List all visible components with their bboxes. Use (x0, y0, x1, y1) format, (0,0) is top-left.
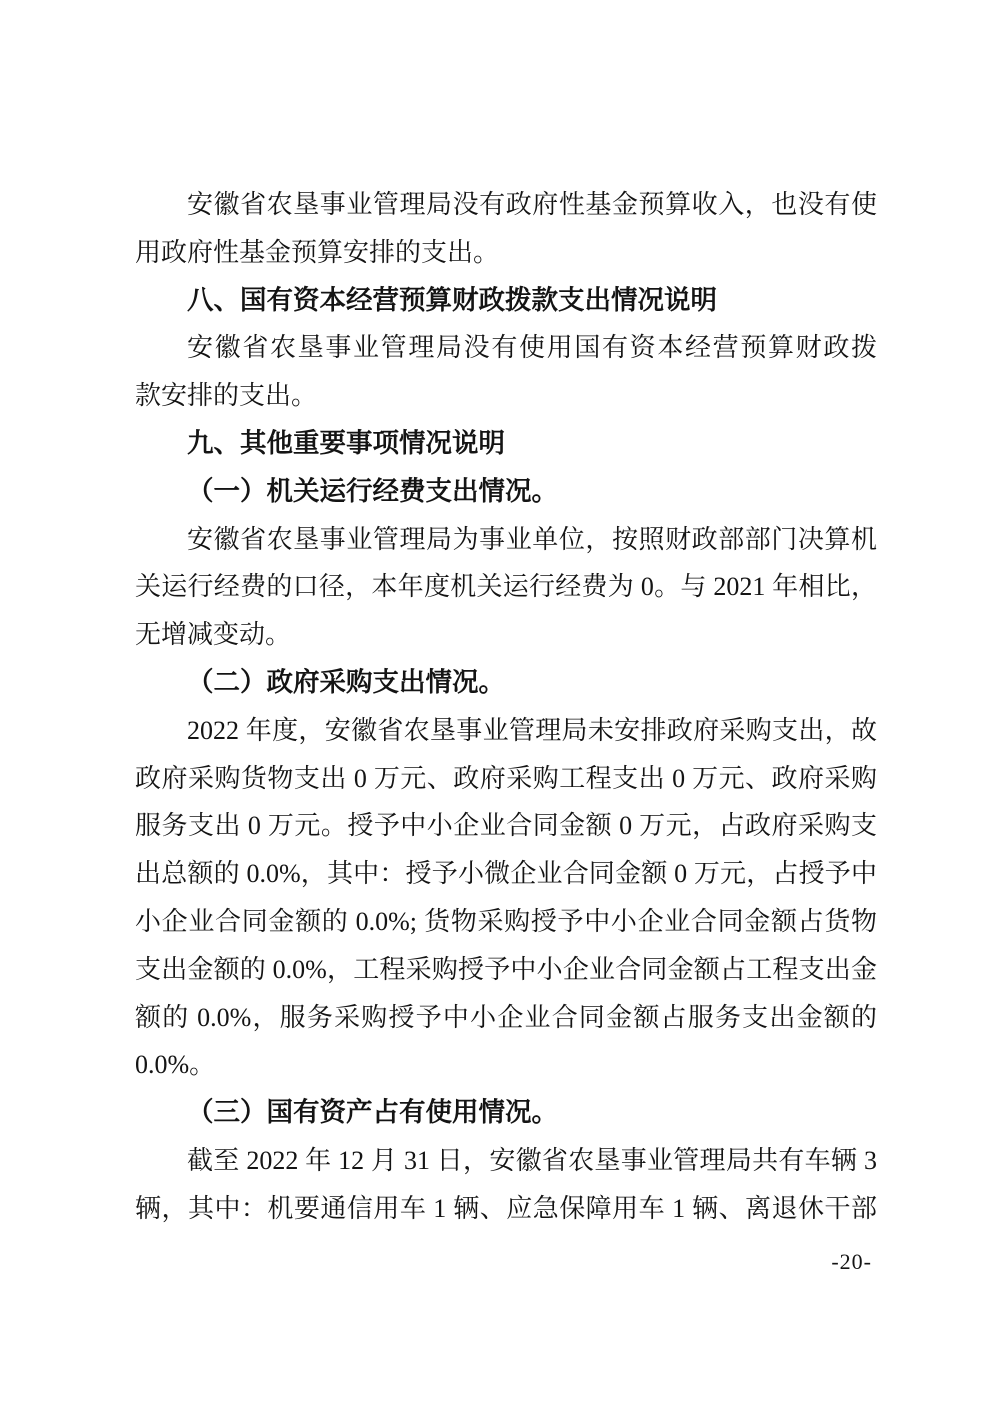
body-line: 关运行经费的口径，本年度机关运行经费为 0。与 2021 年相比， (135, 572, 877, 602)
body-line: 政府采购货物支出 0 万元、政府采购工程支出 0 万元、政府采购 (135, 763, 877, 793)
heading-line: （二）政府采购支出情况。 (187, 666, 505, 697)
body-line: 安徽省农垦事业管理局没有政府性基金预算收入，也没有使 (187, 190, 877, 219)
document-body-text (135, 181, 877, 1233)
body-line: 出总额的 0.0%，其中：授予小微企业合同金额 0 万元，占授予中 (135, 859, 877, 889)
body-line: 截至 2022 年 12 月 31 日，安徽省农垦事业管理局共有车辆 3 (187, 1145, 877, 1175)
body-line: 款安排的支出。 (135, 381, 318, 411)
body-line: 额的 0.0%，服务采购授予中小企业合同金额占服务支出金额的 (135, 1002, 877, 1032)
body-line: 服务支出 0 万元。授予中小企业合同金额 0 万元，占政府采购支 (135, 811, 877, 841)
body-line: 安徽省农垦事业管理局没有使用国有资本经营预算财政拨 (187, 333, 877, 363)
body-line: 无增减变动。 (135, 620, 292, 650)
heading-line: （三）国有资产占有使用情况。 (187, 1097, 558, 1128)
body-line: 安徽省农垦事业管理局为事业单位，按照财政部部门决算机 (187, 524, 877, 554)
body-line: 2022 年度，安徽省农垦事业管理局未安排政府采购支出，故 (187, 715, 877, 745)
heading-line: 九、其他重要事项情况说明 (187, 427, 505, 458)
body-line: 小企业合同金额的 0.0%; 货物采购授予中小企业合同金额占货物 (135, 906, 877, 936)
body-line: 0.0%。 (135, 1050, 216, 1080)
page-number: -20- (831, 1249, 872, 1274)
heading-line: 八、国有资本经营预算财政拨款支出情况说明 (187, 284, 717, 315)
body-line: 支出金额的 0.0%，工程采购授予中小企业合同金额占工程支出金 (135, 954, 877, 984)
body-line: 用政府性基金预算安排的支出。 (135, 237, 500, 267)
heading-line: （一）机关运行经费支出情况。 (187, 475, 558, 506)
body-line: 辆，其中：机要通信用车 1 辆、应急保障用车 1 辆、离退休干部 (135, 1193, 877, 1223)
